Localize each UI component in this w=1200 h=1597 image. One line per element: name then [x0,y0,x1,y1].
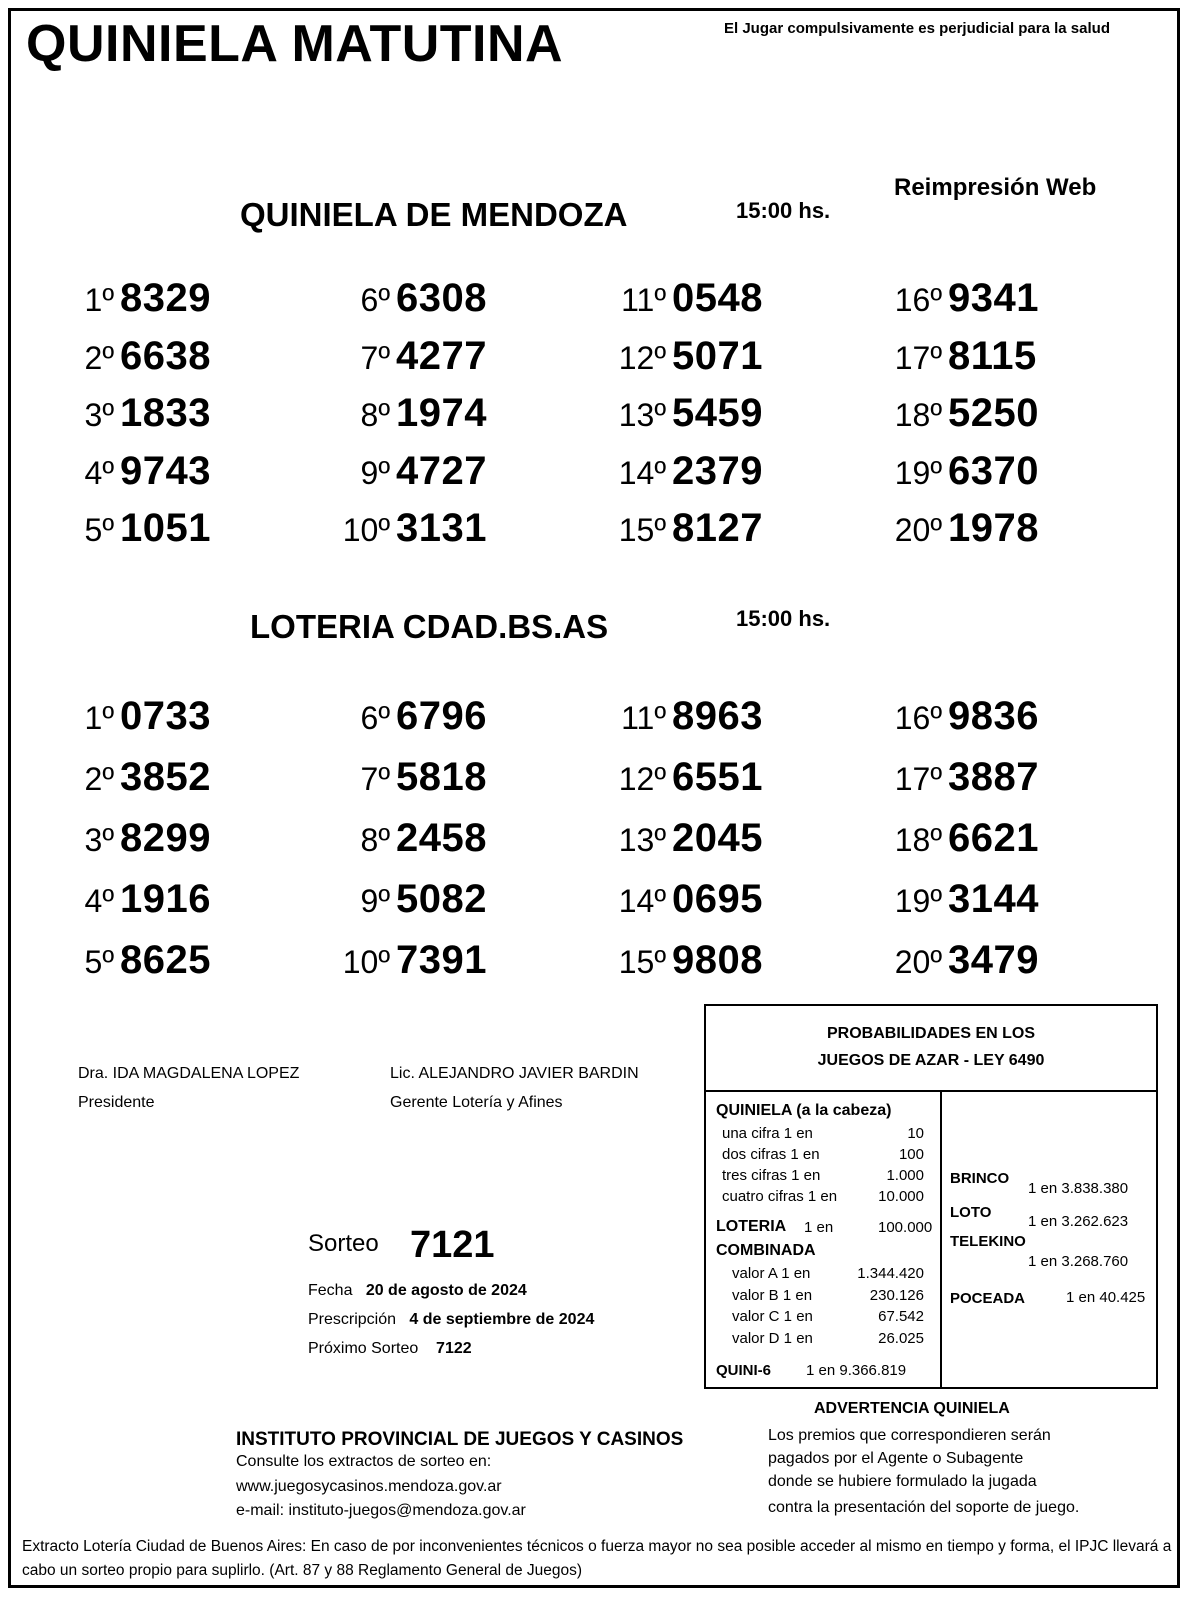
prescripcion-label: Prescripción [308,1311,397,1328]
loteria-prob-label: LOTERIA [716,1218,787,1235]
result-cell [596,449,763,505]
draw-title-ciudad: LOTERIA CDAD.BS.AS [250,608,609,645]
result-number: 8963 [672,694,763,738]
draw-title-mendoza: QUINIELA DE MENDOZA [240,196,628,233]
result-number: 1833 [120,391,211,435]
result-position: 6º [360,282,390,318]
result-number: 3479 [948,938,1039,982]
result-number: 1978 [948,506,1039,550]
result-number: 2458 [396,816,487,860]
result-position: 19º [894,454,942,491]
result-number: 5082 [396,877,487,921]
result-cell [872,938,1039,994]
prob-row-label: dos cifras 1 en [722,1146,820,1163]
result-number: 6638 [120,333,211,378]
prob-row-label: valor B 1 en [732,1286,813,1304]
result-position: 13º [618,822,666,858]
draw-time-mendoza: 15:00 hs. [736,198,831,223]
result-number: 0548 [672,276,763,320]
result-position: 1º [84,700,114,736]
result-number: 5250 [948,391,1039,435]
result-position: 9º [360,454,390,491]
result-position: 7º [360,761,390,797]
prescripcion-value: 4 de septiembre de 2024 [409,1311,595,1328]
result-cell [44,938,211,994]
result-number: 6308 [396,276,487,320]
draw-time-ciudad: 15:00 hs. [736,606,831,631]
result-position: 4º [84,883,114,919]
prob-row-value: 67.542 [878,1308,924,1325]
result-cell [596,391,763,447]
fecha-value: 20 de agosto de 2024 [365,1282,527,1299]
result-number: 8329 [120,276,211,320]
prob-row-value: 26.025 [878,1329,924,1347]
result-cell [596,506,763,562]
result-position: 16º [894,700,942,736]
quini6-prob-value: 1 en 9.366.819 [806,1362,907,1379]
result-position: 5º [84,944,114,980]
result-cell [44,334,211,390]
result-position: 15º [618,512,666,548]
result-cell [44,694,211,750]
fecha-label: Fecha [308,1282,353,1299]
result-cell [320,276,487,332]
result-cell [320,449,487,505]
result-cell [596,877,763,933]
sorteo-number: 7121 [410,1224,495,1266]
result-number: 0733 [120,694,211,738]
loteria-prob-en: 1 en [804,1219,834,1236]
result-number: 6621 [948,816,1039,860]
probabilities-box [704,1004,1158,1389]
result-position: 12º [618,761,666,797]
signature-manager-name: Lic. ALEJANDRO JAVIER BARDIN [390,1065,639,1082]
result-position: 13º [618,397,666,433]
result-cell [44,391,211,447]
result-position: 19º [894,883,942,919]
quiniela-prob-title: QUINIELA (a la cabeza) [716,1102,892,1119]
result-position: 7º [360,339,390,376]
result-cell [596,694,763,750]
result-number: 4277 [396,333,487,378]
prob-row-label: valor D 1 en [732,1329,813,1347]
result-number: 9743 [120,448,211,493]
result-position: 18º [894,822,942,858]
result-cell [872,755,1039,811]
result-cell [44,449,211,505]
result-number: 5459 [672,391,763,435]
result-position: 12º [618,339,666,376]
result-number: 4727 [396,448,487,493]
result-position: 8º [360,397,390,433]
result-number: 3144 [948,877,1039,921]
result-number: 8625 [120,938,211,982]
poceada-prob-label: POCEADA [950,1290,1026,1307]
result-number: 1916 [120,877,211,921]
result-cell [320,506,487,562]
result-cell [44,755,211,811]
result-position: 4º [84,454,114,491]
result-number: 9836 [948,694,1039,738]
prob-row-value: 230.126 [869,1286,924,1304]
footer-note: Extracto Lotería Ciudad de Buenos Aires: En caso de por inconvenientes técnicos o fuerza mayor no sea posible acceder al mismo en tiempo y forma, el IPJC llevará a cabo un sorteo propio para suplirlo. (Art. 87 y 88 Reglamento General de Juegos) [22,1538,1172,1579]
fecha-row [308,1282,527,1300]
result-cell [872,694,1039,750]
institute-website-link[interactable]: www.juegosycasinos.mendoza.gov.ar [236,1478,502,1495]
result-cell [44,276,211,332]
signature-president-role: Presidente [78,1094,155,1111]
result-cell [872,449,1039,505]
result-cell [320,938,487,994]
result-cell [872,334,1037,390]
result-position: 8º [360,822,390,858]
combinada-prob-title: COMBINADA [716,1242,816,1259]
result-cell [596,816,763,872]
reprint-label: Reimpresión Web [894,174,1097,201]
result-position: 17º [894,339,942,376]
prob-row-label: tres cifras 1 en [722,1167,821,1184]
prescripcion-row [308,1311,594,1329]
result-position: 20º [894,944,942,980]
result-number: 3131 [396,506,487,550]
result-number: 0695 [672,877,763,921]
result-position: 17º [894,761,942,797]
result-position: 20º [894,512,942,548]
result-position: 1º [84,282,114,318]
result-number: 2045 [672,816,763,860]
prob-row-label: una cifra 1 en [722,1125,813,1142]
loto-prob-label: LOTO [950,1204,992,1221]
result-number: 6551 [672,755,763,799]
result-cell [596,276,763,332]
result-cell [596,334,763,390]
result-cell [872,276,1039,332]
health-warning: El Jugar compulsivamente es perjudicial para la salud [724,20,1110,37]
result-position: 9º [360,883,390,919]
advertencia-line-2: pagados por el Agente o Subagente [768,1450,1024,1467]
result-cell [44,506,211,562]
signature-president-name: Dra. IDA MAGDALENA LOPEZ [78,1065,300,1082]
result-number: 6796 [396,694,487,738]
page-title: QUINIELA MATUTINA [26,15,564,73]
result-position: 2º [84,339,114,376]
result-cell [44,877,211,933]
result-position: 11º [621,282,666,318]
result-number: 5071 [672,333,763,378]
signature-manager-role: Gerente Lotería y Afines [390,1094,563,1111]
result-cell [872,877,1039,933]
advertencia-line-3: donde se hubiere formulado la jugada [768,1473,1037,1490]
prob-row-value: 10 [907,1125,924,1142]
probabilities-divider [940,1092,942,1387]
prob-row-value: 1.000 [886,1167,924,1184]
result-cell [872,816,1039,872]
prob-row-value: 100 [898,1146,924,1163]
result-number: 7391 [396,938,487,982]
prob-row-label: valor A 1 en [732,1265,811,1282]
result-cell [872,506,1039,562]
telekino-prob-label: TELEKINO [950,1233,1026,1250]
result-position: 10º [342,512,390,548]
result-cell [320,816,487,872]
result-number: 1974 [396,391,487,435]
result-cell [320,694,487,750]
prob-row-label: cuatro cifras 1 en [722,1188,838,1205]
brinco-prob-label: BRINCO [950,1170,1010,1187]
result-position: 11º [621,700,666,736]
result-number: 2379 [672,448,763,493]
advertencia-title: ADVERTENCIA QUINIELA [814,1400,1010,1417]
prob-row-label: valor C 1 en [732,1308,813,1325]
result-position: 10º [342,944,390,980]
advertencia-line-1: Los premios que correspondieren serán [768,1427,1051,1444]
quini6-prob-label: QUINI-6 [716,1362,772,1379]
result-cell [596,755,763,811]
result-cell [44,816,211,872]
prob-row-value: 1.344.420 [857,1265,924,1282]
result-number: 8127 [672,506,763,550]
proximo-value: 7122 [436,1340,472,1357]
result-position: 14º [618,883,666,919]
institute-name: INSTITUTO PROVINCIAL DE JUEGOS Y CASINOS [236,1429,684,1450]
advertencia-line-4: contra la presentación del soporte de juego. [768,1499,1080,1516]
poceada-prob-value: 1 en 40.425 [1066,1289,1146,1306]
result-cell [320,877,487,933]
result-number: 5818 [396,755,487,799]
result-position: 6º [360,700,390,736]
result-number: 3852 [120,755,211,799]
institute-email-link[interactable]: e-mail: instituto-juegos@mendoza.gov.ar [236,1502,526,1519]
result-number: 8299 [120,816,211,860]
result-number: 1051 [120,506,211,550]
result-number: 9808 [672,938,763,982]
result-position: 15º [618,944,666,980]
loteria-prob-value: 100.000 [878,1219,933,1236]
result-number: 6370 [948,448,1039,493]
loto-prob-value: 1 en 3.262.623 [1028,1213,1129,1230]
result-number: 3887 [948,755,1039,799]
institute-consult-text: Consulte los extractos de sorteo en: [236,1453,492,1470]
brinco-prob-value: 1 en 3.838.380 [1028,1180,1129,1197]
result-number: 8115 [948,333,1037,378]
result-cell [872,391,1039,447]
probabilities-header [706,1006,1156,1092]
result-position: 5º [84,512,114,548]
result-position: 3º [84,397,114,433]
sorteo-label: Sorteo [308,1230,379,1257]
prob-row-value: 10.000 [878,1188,924,1205]
probabilities-title-2: JUEGOS DE AZAR - LEY 6490 [817,1052,1045,1069]
result-position: 3º [84,822,114,858]
result-cell [320,391,487,447]
result-cell [320,755,487,811]
result-cell [596,938,763,994]
result-position: 2º [84,761,114,797]
proximo-label: Próximo Sorteo [308,1340,419,1357]
telekino-prob-value: 1 en 3.268.760 [1028,1253,1129,1270]
result-cell [320,334,487,390]
proximo-row [308,1340,472,1358]
probabilities-title-1: PROBABILIDADES EN LOS [826,1025,1035,1042]
result-position: 18º [894,397,942,433]
result-position: 16º [894,282,942,318]
result-position: 14º [618,454,666,491]
result-number: 9341 [948,276,1039,320]
